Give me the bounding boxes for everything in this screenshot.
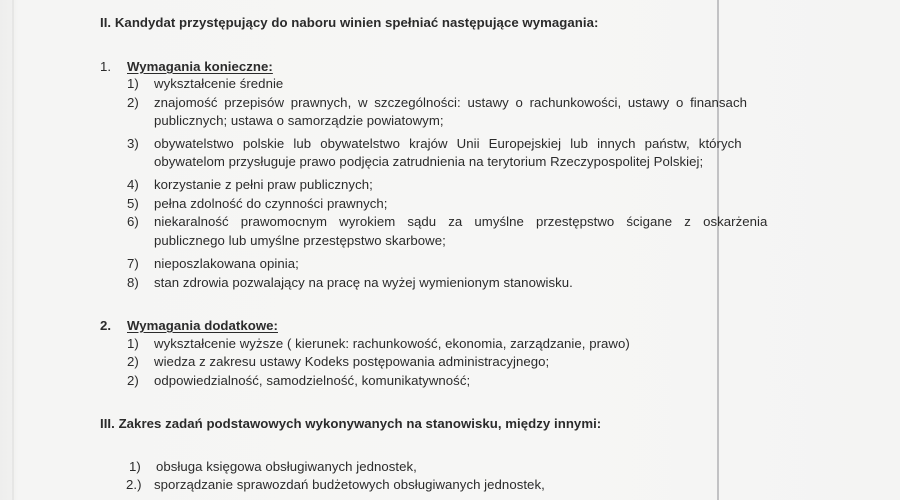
list-item-text: niekaralność prawomocnym wyrokiem sądu za umyślne przestępstwo ścigane z oskarżenia — [154, 214, 768, 229]
list-item-text: korzystanie z pełni praw publicznych; — [154, 177, 373, 192]
list-item-number: 2) — [127, 95, 139, 110]
list-item-number: 2) — [127, 373, 139, 388]
list-item-number: 8) — [127, 275, 139, 290]
list-item-number: 2) — [127, 354, 139, 369]
subsection-2-number: 2. — [100, 318, 112, 333]
list-item-text: pełna zdolność do czynności prawnych; — [154, 196, 388, 211]
page-fold-line — [717, 0, 719, 500]
subsection-2-title: Wymagania dodatkowe: — [127, 318, 278, 333]
list-item-text: obywatelstwo polskie lub obywatelstwo krajów Unii Europejskiej lub innych państw, których — [154, 136, 742, 151]
list-item-text-continued: publicznych; ustawa o samorządzie powiatowym; — [154, 113, 444, 128]
list-item-text: wykształcenie średnie — [154, 76, 284, 91]
list-item-text: stan zdrowia pozwalający na pracę na wyżej wymienionym stanowisku. — [154, 275, 573, 290]
list-item-text: znajomość przepisów prawnych, w szczególności: ustawy o rachunkowości, ustawy o finansach — [154, 95, 747, 110]
subsection-1-title: Wymagania konieczne: — [127, 59, 273, 74]
list-item-number: 1) — [129, 459, 141, 474]
list-item-text: wiedza z zakresu ustawy Kodeks postępowania administracyjnego; — [154, 354, 550, 369]
list-item-text: obsługa księgowa obsługiwanych jednostek, — [156, 459, 417, 474]
list-item-number: 5) — [127, 196, 139, 211]
section-ii-heading: II. Kandydat przystępujący do naboru winien spełniać następujące wymagania: — [100, 15, 599, 30]
section-iii-heading: III. Zakres zadań podstawowych wykonywanych na stanowisku, między innymi: — [100, 416, 602, 431]
list-item-text: sporządzanie sprawozdań budżetowych obsługiwanych jednostek, — [154, 477, 545, 492]
list-item-text-continued: publicznego lub umyślne przestępstwo skarbowe; — [154, 233, 446, 248]
list-item-number: 6) — [127, 214, 139, 229]
list-item-text: nieposzlakowana opinia; — [154, 256, 299, 271]
subsection-1-number: 1. — [100, 59, 112, 74]
list-item-text-continued: obywatelom przysługuje prawo podjęcia zatrudnienia na terytorium Rzeczypospolitej Polskiej; — [154, 154, 704, 169]
list-item-number: 4) — [127, 177, 139, 192]
list-item-number: 3) — [127, 136, 139, 151]
scan-gutter-line — [12, 0, 14, 500]
list-item-number: 1) — [127, 76, 139, 91]
list-item-text: wykształcenie wyższe ( kierunek: rachunkowość, ekonomia, zarządzanie, prawo) — [154, 336, 630, 351]
list-item-number: 1) — [127, 336, 139, 351]
list-item-number: 2.) — [126, 477, 142, 492]
list-item-text: odpowiedzialność, samodzielność, komunikatywność; — [154, 373, 471, 388]
list-item-number: 7) — [127, 256, 139, 271]
